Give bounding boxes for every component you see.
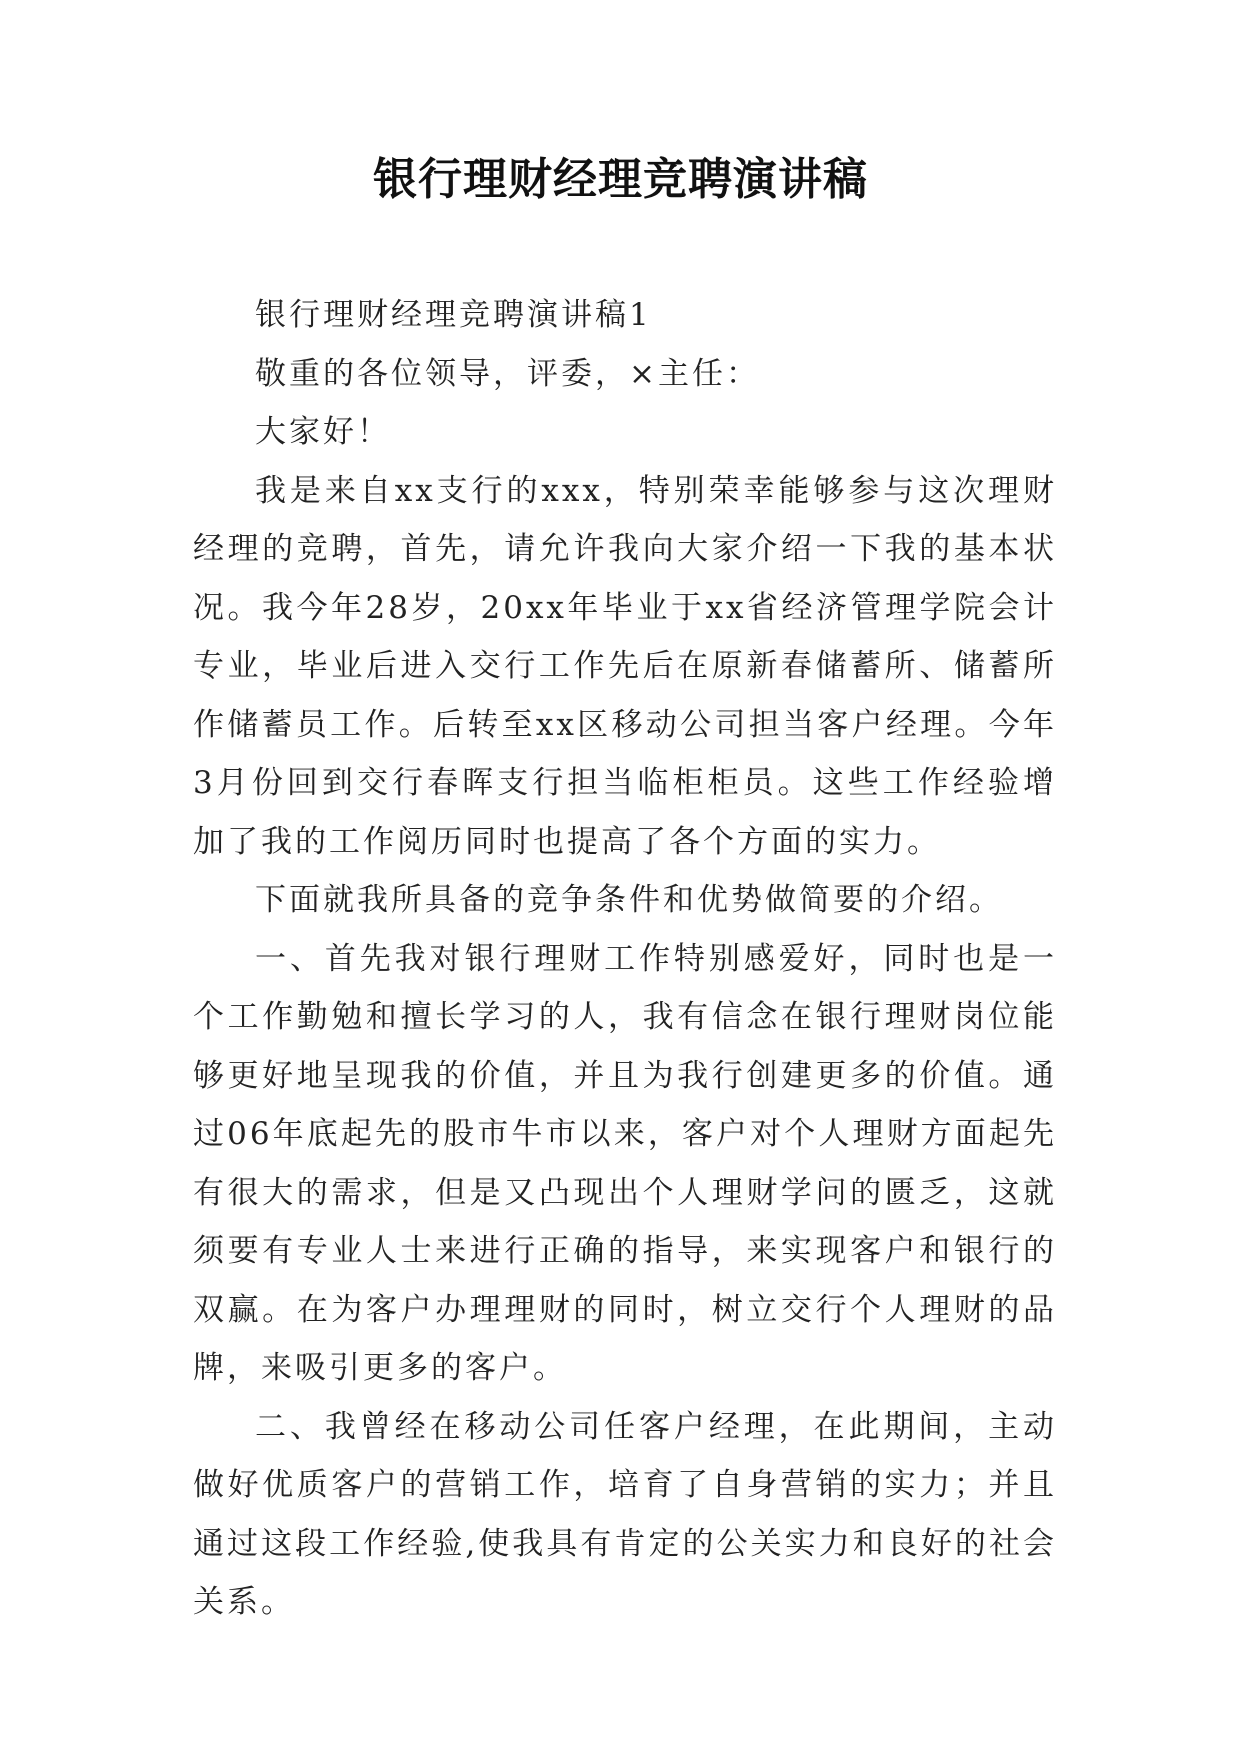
salutation-paragraph: 敬重的各位领导，评委，×主任： — [255, 355, 760, 392]
document-body — [193, 286, 1057, 1632]
subtitle-paragraph: 银行理财经理竞聘演讲稿1 — [255, 297, 652, 333]
body-paragraph: 二、我曾经在移动公司任客户经理，在此期间，主动做好优质客户的营销工作，培育了自身营销的实力；并且通过这段工作经验,使我具有肯定的公关实力和良好的社会关系。 — [193, 1408, 1057, 1620]
body-paragraph: 下面就我所具备的竞争条件和优势做简要的介绍。 — [255, 882, 1003, 918]
body-paragraph: 一、首先我对银行理财工作特别感爱好，同时也是一个工作勤勉和擅长学习的人，我有信念在银行理财岗位能够更好地呈现我的价值，并且为我行创建更多的价值。通过06年底起先的股市牛市以来，客户对个人理财方面起先有很大的需求，但是又凸现出个人理财学问的匮乏，这就须要有专业人士来进行正确的指导，来实现客户和银行的双赢。在为客户办理理财的同时，树立交行个人理财的品牌，来吸引更多的客户。 — [193, 940, 1057, 1386]
greeting-paragraph: 大家好！ — [255, 414, 391, 450]
document-title: 银行理财经理竞聘演讲稿 — [373, 154, 868, 205]
body-paragraph: 我是来自xx支行的xxx，特别荣幸能够参与这次理财经理的竞聘，首先，请允许我向大家介绍一下我的基本状况。我今年28岁，20xx年毕业于xx省经济管理学院会计专业，毕业后进入交行工作先后在原新春储蓄所、储蓄所作储蓄员工作。后转至xx区移动公司担当客户经理。今年3月份回到交行春晖支行担当临柜柜员。这些工作经验增加了我的工作阅历同时也提高了各个方面的实力。 — [193, 472, 1057, 860]
